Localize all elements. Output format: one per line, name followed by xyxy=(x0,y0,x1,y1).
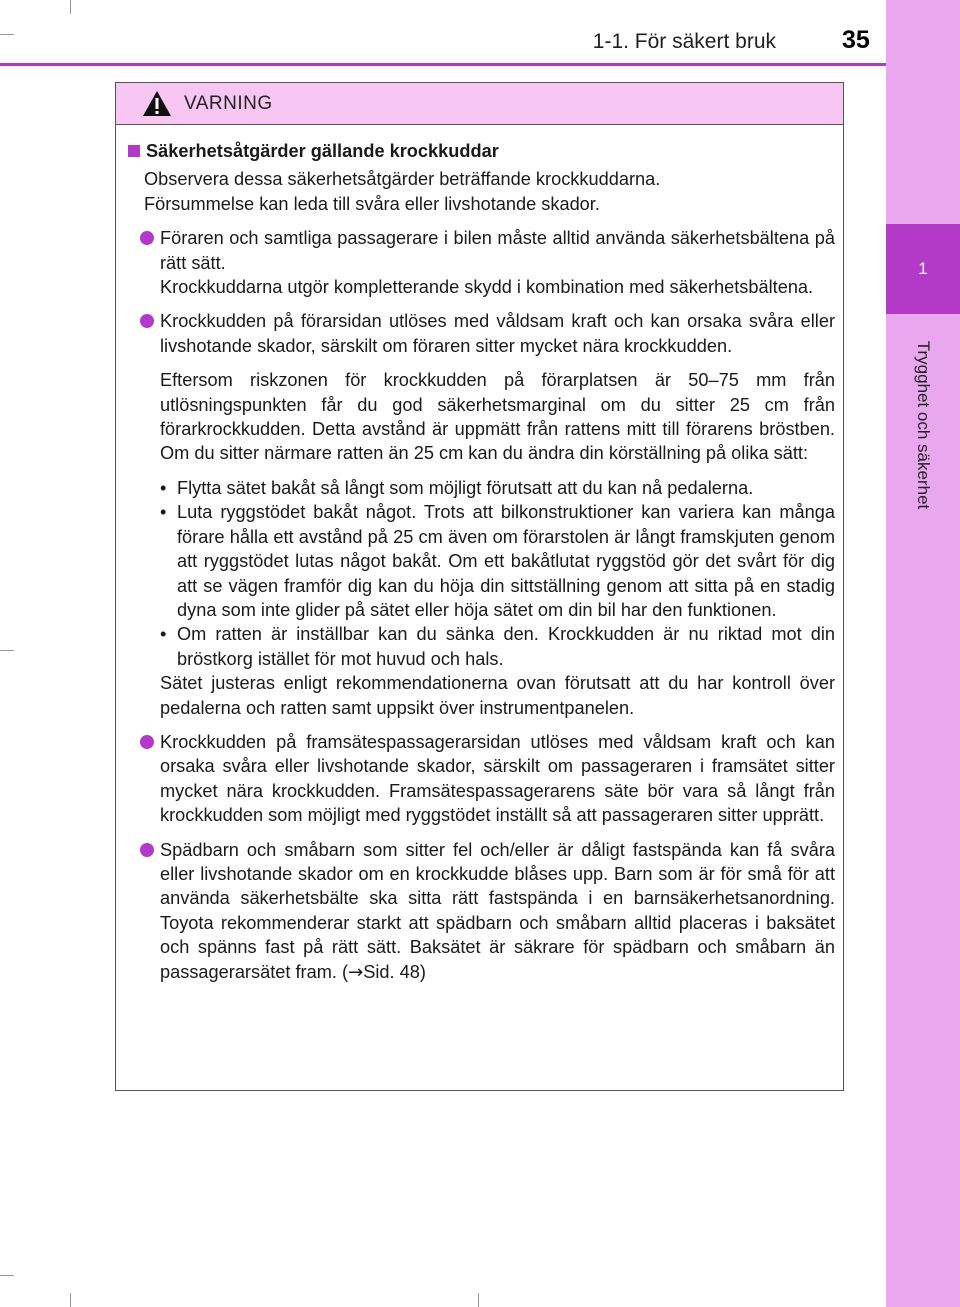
chapter-number: 1 xyxy=(918,259,928,278)
intro-line: Observera dessa säkerhetsåtgärder beträffande krockkuddarna. xyxy=(144,169,661,190)
warning-heading xyxy=(126,139,835,163)
warning-body xyxy=(116,125,843,985)
warning-intro xyxy=(144,167,835,216)
chapter-title: Trygghet och säkerhet xyxy=(914,340,933,510)
side-strip xyxy=(886,0,960,1307)
warning-box xyxy=(115,82,844,1091)
item-text xyxy=(160,838,835,985)
circle-bullet-icon xyxy=(140,231,154,245)
crop-mark xyxy=(70,1293,71,1307)
header-rule xyxy=(0,63,886,66)
circle-bullet-icon xyxy=(140,314,154,328)
warning-item xyxy=(160,309,835,720)
item-text: Krockkuddarna utgör kompletterande skydd i kombination med säkerhetsbältena. xyxy=(160,277,814,298)
item-text: Krockkudden på förarsidan utlöses med våldsam kraft och kan orsaka svåra eller livshotande skador, särskilt om föraren sitter mycket nära krockkudden. xyxy=(160,311,835,356)
item-closing: Sätet justeras enligt rekommendationerna ovan förutsatt att du har kontroll över pedalerna och ratten samt uppsikt över instrumentpanelen. xyxy=(160,673,835,718)
item-text: Föraren och samtliga passagerare i bilen måste alltid använda säkerhetsbältena på rätt sätt. xyxy=(160,228,835,273)
item-text-body: Spädbarn och småbarn som sitter fel och/eller är dåligt fastspända kan få svåra eller livshotande skador om en krockkudde blåses upp. Barn som är för små för att använda säkerhetsbälte ska sitta rätt fastspända i en barnsäkerhetsanordning. Toyota rekommenderar starkt att spädbarn och småbarn alltid placeras i baksätet och spänns fast på rätt sätt. Baksätet är säkrare för spädbarn och småbarn än passagerarsätet fram. ( xyxy=(160,839,835,982)
crop-mark xyxy=(70,0,71,14)
item-note: Eftersom riskzonen för krockkudden på förarplatsen är 50–75 mm från utlösningspunkten får du god säkerhetsmarginal om du sitter 25 cm från förarkrockkudden. Detta avstånd är uppmätt från rattens mitt till förarens bröstben. Om du sitter närmare ratten än 25 cm kan du ändra din körställning på olika sätt: xyxy=(160,370,835,464)
crop-mark xyxy=(0,650,14,651)
crop-mark xyxy=(0,34,14,35)
warning-label: VARNING xyxy=(184,92,273,114)
page-reference[interactable]: Sid. 48) xyxy=(363,961,426,982)
crop-mark xyxy=(0,1275,14,1276)
warning-header xyxy=(116,83,843,125)
list-item: • Flytta sätet bakåt så långt som möjligt förutsatt att du kan nå pedalerna. xyxy=(160,476,835,500)
adjustment-list xyxy=(160,476,835,671)
warning-item xyxy=(160,730,835,828)
page-number: 35 xyxy=(842,26,870,54)
circle-bullet-icon xyxy=(140,843,154,857)
intro-line: Försummelse kan leda till svåra eller livshotande skador. xyxy=(144,193,600,214)
warning-item xyxy=(160,226,835,299)
arrow-icon: → xyxy=(348,961,364,983)
square-bullet-icon xyxy=(128,145,140,157)
crop-mark xyxy=(478,1293,479,1307)
list-item: • Luta ryggstödet bakåt något. Trots att bilkonstruktioner kan variera kan många förare hålla ett avstånd på 25 cm även om förarstolen är långt framskjuten genom att ryggstödet lutas något bakåt. Om ett bakåtlutat ryggstöd gör det svårt för dig att se vägen framför dig kan du höja din sittställning genom att sitta på en stadig dyna som inte glider på sätet eller höja sätet om din bil har den funktionen. xyxy=(160,500,835,622)
chapter-tab xyxy=(886,224,960,314)
warning-item xyxy=(160,838,835,985)
warning-heading-text: Säkerhetsåtgärder gällande krockkuddar xyxy=(146,141,499,161)
list-item: • Om ratten är inställbar kan du sänka den. Krockkudden är nu riktad mot din bröstkorg istället för mot huvud och hals. xyxy=(160,622,835,671)
section-title: 1-1. För säkert bruk xyxy=(592,30,776,53)
item-text: Krockkudden på framsätespassagerarsidan utlöses med våldsam kraft och kan orsaka svåra eller livshotande skador, särskilt om passageraren i framsätet sitter mycket nära krockkudden. Framsätespassagerarens säte bör vara så långt från krockkudden som möjligt med ryggstödet inställt så att passageraren sitter upprätt. xyxy=(160,731,835,826)
warning-triangle-icon xyxy=(142,90,172,117)
circle-bullet-icon xyxy=(140,735,154,749)
